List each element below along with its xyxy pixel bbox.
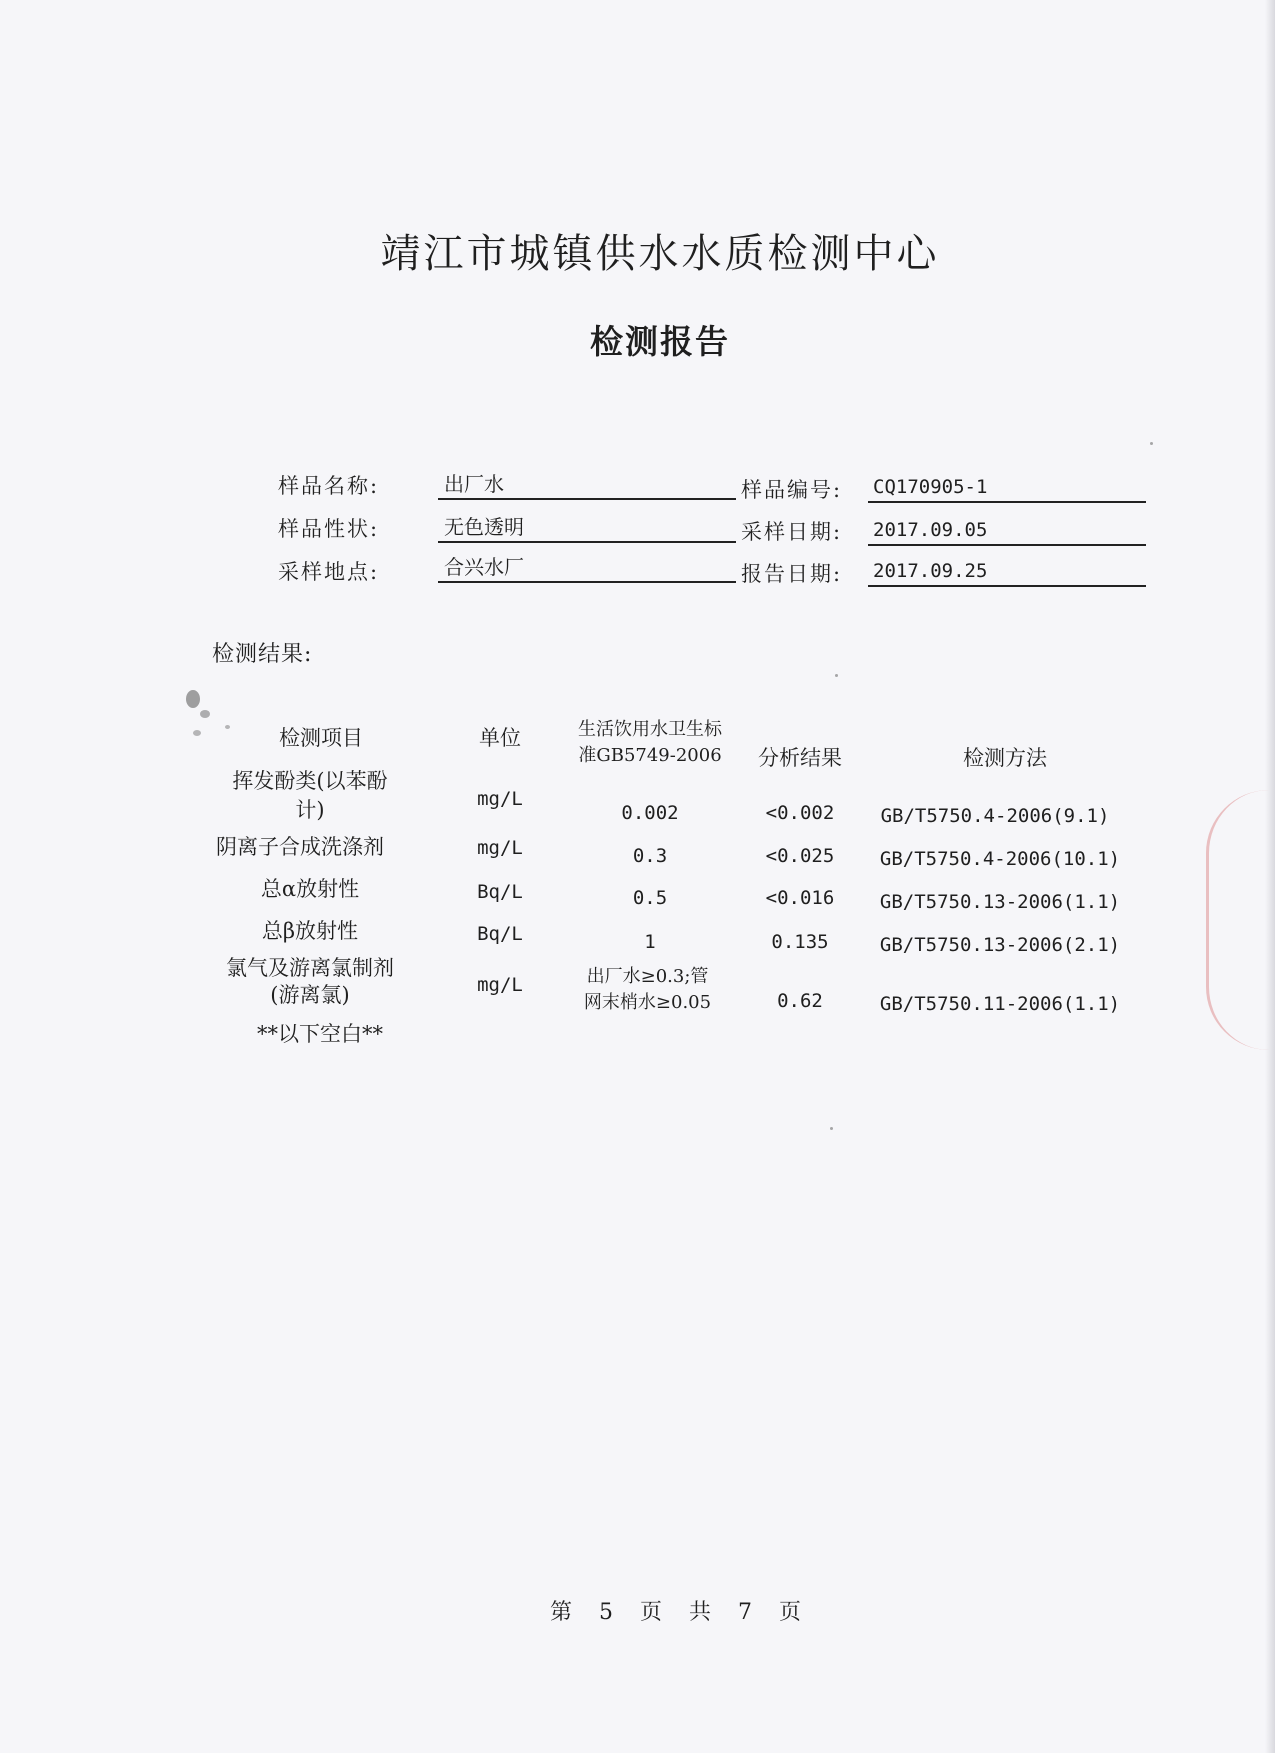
footer-current-page: 5: [599, 1600, 614, 1625]
table-row-5-method: GB/T5750.11-2006(1.1): [879, 993, 1121, 1015]
column-header-result: 分析结果: [758, 746, 842, 770]
table-row-1-method: GB/T5750.4-2006(9.1): [880, 805, 1110, 827]
column-header-standard-line2: 准GB5749-2006: [578, 745, 722, 766]
sample-name-value: 出厂水: [438, 470, 736, 500]
sample-state-label: 样品性状:: [278, 517, 380, 541]
scan-speck: [830, 1127, 833, 1130]
table-row-1-result: <0.002: [765, 802, 835, 824]
table-row-2-standard: 0.3: [632, 845, 668, 867]
column-header-item: 检测项目: [279, 726, 363, 750]
column-header-unit: 单位: [479, 726, 521, 750]
table-row-3-result: <0.016: [765, 887, 835, 909]
table-row-1-standard: 0.002: [621, 802, 679, 824]
organization-title: 靖江市城镇供水水质检测中心: [380, 231, 940, 277]
footer-di: 第: [550, 1600, 573, 1625]
table-row-4-method: GB/T5750.13-2006(2.1): [879, 934, 1121, 956]
table-row-3-item: 总α放射性: [260, 877, 360, 901]
table-row-5-result: 0.62: [777, 990, 823, 1012]
table-row-4-standard: 1: [644, 931, 656, 953]
sample-number-value: CQ170905-1: [868, 473, 1146, 503]
scan-speck: [835, 674, 838, 677]
footer-total-pages: 7: [738, 1600, 753, 1625]
table-row-3-method: GB/T5750.13-2006(1.1): [879, 891, 1121, 913]
sample-state-value: 无色透明: [438, 513, 736, 543]
table-row-5-item-line1: 氯气及游离氯制剂: [226, 956, 394, 980]
sampling-location-value: 合兴水厂: [438, 553, 736, 583]
table-row-2-method: GB/T5750.4-2006(10.1): [879, 848, 1121, 870]
page-number: [540, 1595, 811, 1626]
table-row-5-unit: mg/L: [477, 974, 523, 996]
table-row-2-result: <0.025: [765, 845, 835, 867]
scan-speck: [193, 730, 201, 736]
report-title: 检测报告: [590, 322, 730, 361]
table-row-5-item-line2: (游离氯): [270, 983, 350, 1007]
table-row-4-result: 0.135: [771, 931, 829, 953]
sampling-date-value: 2017.09.05: [868, 516, 1146, 546]
table-row-3-unit: Bq/L: [477, 881, 523, 903]
scan-speck: [186, 690, 200, 708]
column-header-method: 检测方法: [963, 746, 1047, 770]
table-row-1-unit: mg/L: [477, 788, 523, 810]
report-date-value: 2017.09.25: [868, 557, 1146, 587]
scan-speck: [200, 710, 210, 718]
table-row-1-item-line1: 挥发酚类(以苯酚: [232, 769, 388, 793]
results-section-label: 检测结果:: [212, 642, 313, 667]
footer-gong: 共: [689, 1600, 712, 1625]
footer-ye-2: 页: [779, 1600, 802, 1625]
table-row-2-item: 阴离子合成洗涤剂: [216, 835, 384, 859]
table-row-3-standard: 0.5: [632, 887, 668, 909]
table-row-4-item: 总β放射性: [261, 919, 359, 943]
table-row-2-unit: mg/L: [477, 837, 523, 859]
scan-speck: [225, 725, 230, 729]
stamp-fragment: [1206, 790, 1269, 1050]
column-header-standard-line1: 生活饮用水卫生标: [578, 719, 722, 740]
sample-number-label: 样品编号:: [741, 478, 843, 502]
scan-speck: [1150, 442, 1153, 445]
table-row-5-standard-line2: 网末梢水≥0.05: [583, 992, 712, 1013]
table-row-4-unit: Bq/L: [477, 923, 523, 945]
sampling-date-label: 采样日期:: [741, 520, 843, 544]
table-row-1-item-line2: 计): [295, 798, 325, 822]
footer-ye: 页: [640, 1600, 663, 1625]
table-row-5-standard-line1: 出厂水≥0.3;管: [586, 966, 709, 987]
table-end-marker: **以下空白**: [257, 1022, 383, 1046]
sample-name-label: 样品名称:: [278, 474, 380, 498]
sampling-location-label: 采样地点:: [278, 560, 380, 584]
report-date-label: 报告日期:: [741, 562, 843, 586]
